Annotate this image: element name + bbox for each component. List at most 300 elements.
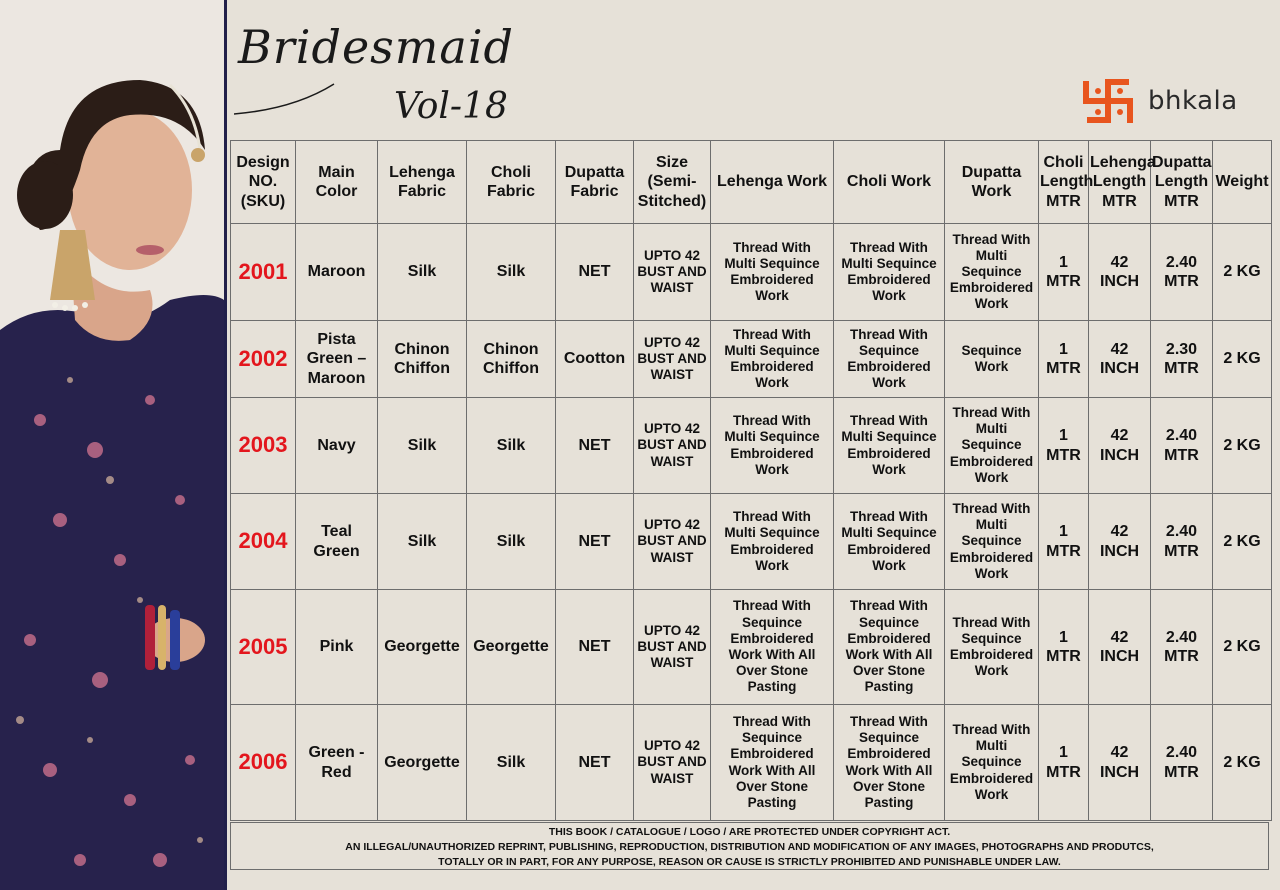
cell-dupatta-fabric (556, 705, 634, 821)
cell-dupatta-fabric (556, 590, 634, 705)
cell-choli-work-line: Thread With (850, 509, 928, 525)
cell-choli-length-line: 1 (1059, 744, 1068, 762)
cell-dupatta-fabric (556, 321, 634, 398)
cell-main-color-line: Maroon (307, 263, 366, 281)
header-line: Length (1154, 173, 1209, 191)
cell-size-line: WAIST (650, 367, 694, 383)
model-photo (0, 0, 227, 890)
header-dupatta-length (1151, 141, 1213, 224)
cell-choli-work-line: Multi Sequince (841, 255, 937, 271)
cell-dupatta-length (1151, 398, 1213, 494)
cell-main-color-line: Green – (306, 350, 367, 368)
cell-weight (1213, 705, 1272, 821)
cell-lehenga-work (711, 705, 834, 821)
cell-lehenga-work-line: Work With All (728, 762, 816, 778)
cell-choli-work (834, 398, 945, 494)
cell-choli-work-line: Embroidered (847, 272, 931, 287)
cell-lehenga-fabric-line: Chiffon (394, 360, 450, 377)
cell-lehenga-work-line: Multi Sequince (724, 255, 820, 271)
cell-choli-work (834, 494, 945, 590)
cell-lehenga-work-line: Thread With (733, 326, 811, 342)
cell-sku: 2005 (231, 590, 296, 705)
table-row (231, 224, 1272, 321)
header-line: MTR (1102, 192, 1137, 210)
title-line1: Bridesmaid (238, 20, 514, 74)
cell-lehenga-work-line: Work (755, 461, 789, 477)
cell-lehenga-fabric-line: Chinon (394, 340, 450, 358)
cell-dupatta-fabric-line: NET (578, 638, 611, 656)
header-line: Length (1040, 173, 1094, 191)
cell-choli-length-line: MTR (1046, 542, 1081, 560)
cell-weight (1213, 398, 1272, 494)
header-line: Fabric (570, 183, 619, 200)
header-dupatta-fabric (556, 141, 634, 224)
cell-lehenga-length (1089, 398, 1151, 494)
cell-choli-work-line: Thread With (850, 413, 928, 429)
cell-lehenga-work-line: Embroidered (730, 445, 814, 461)
cell-dupatta-fabric-line: Cootton (563, 350, 626, 368)
cell-choli-work-line: Thread With (850, 326, 928, 342)
cell-dupatta-fabric-line: NET (578, 436, 611, 454)
header-line: Lehenga (389, 163, 455, 181)
cell-dupatta-work-line: Work (974, 296, 1009, 312)
header-line: Lehenga Work (717, 173, 827, 191)
cell-lehenga-fabric (378, 494, 467, 590)
cell-choli-work-line: Embroidered (847, 445, 931, 461)
cell-size (634, 398, 711, 494)
cell-dupatta-length-line: 2.30 (1165, 340, 1198, 358)
cell-weight-line: 2 KG (1223, 350, 1261, 368)
cell-choli-fabric-line: Silk (496, 436, 526, 454)
cell-weight (1213, 494, 1272, 590)
cell-choli-work (834, 321, 945, 398)
cell-lehenga-work-line: Embroidered (730, 630, 814, 646)
cell-size-line: WAIST (650, 655, 694, 671)
cell-dupatta-work-line: Thread With (952, 614, 1031, 630)
cell-choli-length-line: 1 (1059, 628, 1068, 646)
cell-weight (1213, 224, 1272, 321)
cell-choli-fabric-line: Chinon (483, 340, 539, 358)
header-line: Dupatta (1152, 154, 1212, 172)
cell-dupatta-work-line: Multi (975, 517, 1008, 533)
copyright-line: TOTALLY OR IN PART, FOR ANY PURPOSE, REASON OR CAUSE IS STRICTLY PROHIBITED AND PUNISHABLE UNDER LAW. (438, 856, 1061, 868)
cell-lehenga-fabric-line: Silk (407, 436, 437, 454)
cell-size (634, 705, 711, 821)
cell-lehenga-work-line: Thread With (733, 598, 811, 614)
cell-choli-work-line: Embroidered (847, 746, 931, 762)
cell-dupatta-work-line: Sequince (961, 630, 1022, 646)
cell-dupatta-work-line: Thread With (952, 231, 1031, 247)
cell-lehenga-work (711, 590, 834, 705)
cell-choli-work-line: Work (872, 461, 906, 477)
cell-choli-work (834, 590, 945, 705)
cell-main-color (296, 321, 378, 398)
header-lehenga-length (1089, 141, 1156, 224)
cell-choli-work-line: Pasting (864, 679, 914, 695)
cell-choli-fabric (467, 398, 556, 494)
cell-dupatta-work-line: Embroidered (949, 549, 1034, 565)
cell-dupatta-fabric-line: NET (578, 532, 611, 550)
cell-choli-work (834, 224, 945, 321)
cell-dupatta-work-line: Work (974, 469, 1009, 485)
table-row (231, 321, 1272, 398)
header-line: Color (315, 183, 358, 200)
cell-lehenga-work-line: Pasting (747, 679, 797, 695)
header-line: Stitched) (637, 192, 707, 210)
copyright-notice (230, 822, 1269, 870)
cell-size-line: WAIST (650, 280, 694, 296)
cell-choli-work-line: Sequince (858, 342, 920, 358)
title-line2: Vol-18 (394, 86, 508, 127)
cell-sku: 2004 (231, 494, 296, 590)
cell-size-line: UPTO 42 (643, 334, 701, 350)
cell-lehenga-fabric-line: Georgette (384, 638, 460, 656)
cell-choli-length-line: MTR (1046, 648, 1081, 665)
cell-size-line: WAIST (650, 770, 694, 786)
cell-dupatta-work-line: Sequince (961, 533, 1022, 549)
cell-dupatta-work-line: Thread With (952, 501, 1031, 517)
cell-main-color-line: Maroon (307, 369, 366, 387)
header-line: Work (971, 183, 1012, 200)
cell-dupatta-length-line: MTR (1164, 273, 1199, 290)
cell-dupatta-work (945, 705, 1039, 821)
header-sku-line: Design (236, 154, 290, 172)
header-line: Fabric (486, 183, 535, 200)
brand-logo (1078, 76, 1274, 132)
table-body (231, 224, 1272, 821)
cell-dupatta-work-line: Sequince (961, 754, 1022, 770)
cell-choli-work-line: Multi Sequince (841, 429, 937, 445)
cell-dupatta-work-line: Sequince (961, 437, 1022, 453)
cell-lehenga-work (711, 321, 834, 398)
cell-lehenga-fabric-line: Silk (407, 532, 437, 550)
cell-dupatta-length (1151, 590, 1213, 705)
cell-choli-fabric-line: Silk (496, 263, 526, 281)
catalogue-title (234, 14, 514, 144)
cell-lehenga-fabric (378, 321, 467, 398)
cell-lehenga-length-line: INCH (1099, 542, 1140, 560)
header-choli-work (834, 141, 945, 224)
cell-lehenga-work-line: Sequince (741, 614, 803, 630)
cell-dupatta-work (945, 321, 1039, 398)
cell-size (634, 494, 711, 590)
cell-lehenga-work-line: Embroidered (730, 541, 814, 557)
cell-lehenga-work-line: Work (755, 557, 789, 573)
copyright-line: THIS BOOK / CATALOGUE / LOGO / ARE PROTECTED UNDER COPYRIGHT ACT. (548, 826, 951, 838)
cell-lehenga-length-line: 42 (1110, 628, 1129, 646)
cell-lehenga-length-line: INCH (1099, 360, 1140, 377)
header-sku (231, 141, 296, 224)
cell-lehenga-work-line: Thread With (733, 713, 811, 729)
cell-dupatta-length-line: MTR (1164, 542, 1199, 560)
header-line: Choli Work (846, 173, 932, 191)
cell-dupatta-work-line: Sequince (961, 342, 1022, 358)
header-weight (1213, 141, 1272, 224)
cell-lehenga-work-line: Over Stone (735, 663, 809, 679)
cell-lehenga-length-line: INCH (1099, 648, 1140, 665)
cell-dupatta-work-line: Multi (975, 247, 1008, 263)
cell-lehenga-work-line: Multi Sequince (724, 429, 820, 445)
cell-size (634, 321, 711, 398)
cell-choli-length-line: MTR (1046, 273, 1081, 290)
cell-dupatta-fabric-line: NET (578, 753, 611, 771)
cell-dupatta-work-line: Embroidered (949, 647, 1034, 662)
cell-dupatta-length (1151, 224, 1213, 321)
cell-main-color-line: Pista (317, 331, 356, 349)
model-illustration (0, 0, 224, 890)
cell-size-line: UPTO 42 (643, 421, 701, 437)
cell-lehenga-fabric-line: Silk (407, 263, 437, 281)
cell-choli-work-line: Over Stone (852, 663, 926, 679)
cell-lehenga-work-line: Thread With (733, 413, 811, 429)
cell-lehenga-length-line: INCH (1099, 446, 1140, 464)
cell-lehenga-length (1089, 590, 1151, 705)
table-row (231, 398, 1272, 494)
cell-dupatta-work (945, 398, 1039, 494)
header-line: Dupatta (564, 163, 625, 181)
cell-dupatta-work-line: Multi (975, 421, 1008, 437)
cell-choli-length-line: MTR (1046, 360, 1081, 377)
cell-lehenga-length (1089, 321, 1151, 398)
cell-weight (1213, 590, 1272, 705)
cell-main-color (296, 398, 378, 494)
header-lehenga-work (711, 141, 834, 224)
cell-dupatta-work-line: Work (974, 663, 1009, 679)
cell-size-line: UPTO 42 (643, 517, 701, 533)
cell-choli-length-line: MTR (1046, 446, 1081, 464)
logo-wordmark: bhkala (1148, 86, 1238, 116)
header-line: Lehenga (1090, 154, 1156, 172)
cell-dupatta-work (945, 494, 1039, 590)
cell-main-color-line: Green (313, 542, 360, 560)
cell-dupatta-work-line: Embroidered (949, 453, 1034, 469)
cell-dupatta-work-line: Sequince (961, 263, 1022, 279)
cell-main-color (296, 705, 378, 821)
cell-lehenga-work (711, 398, 834, 494)
cell-size (634, 590, 711, 705)
cell-lehenga-length-line: 42 (1110, 744, 1129, 762)
cell-size-line: BUST AND (637, 533, 707, 549)
cell-dupatta-length-line: 2.40 (1165, 253, 1198, 271)
cell-choli-length-line: 1 (1059, 253, 1068, 271)
cell-lehenga-length-line: INCH (1099, 273, 1140, 290)
cell-choli-work-line: Pasting (864, 794, 914, 810)
cell-lehenga-work-line: Multi Sequince (724, 525, 820, 541)
title-flourish (234, 14, 514, 144)
cell-choli-work-line: Work (872, 288, 906, 304)
table-row (231, 705, 1272, 821)
cell-weight-line: 2 KG (1223, 532, 1261, 550)
cell-dupatta-work-line: Embroidered (949, 770, 1034, 786)
header-line: Choli (1043, 154, 1084, 172)
cell-size-line: UPTO 42 (643, 247, 701, 263)
cell-sku: 2002 (231, 321, 296, 398)
cell-lehenga-work-line: Multi Sequince (724, 342, 820, 358)
cell-size-line: UPTO 42 (643, 622, 701, 638)
cell-lehenga-work-line: Work With All (728, 647, 816, 662)
cell-lehenga-work (711, 494, 834, 590)
header-line: MTR (1164, 192, 1199, 210)
cell-main-color-line: Pink (319, 638, 354, 656)
cell-dupatta-fabric-line: NET (578, 263, 611, 281)
cell-choli-fabric-line: Georgette (473, 638, 549, 656)
cell-choli-work-line: Embroidered (847, 359, 931, 374)
cell-size-line: BUST AND (637, 350, 707, 366)
cell-lehenga-length-line: 42 (1110, 427, 1129, 445)
header-line: Main (318, 163, 355, 181)
cell-choli-work-line: Over Stone (852, 778, 926, 794)
header-choli-fabric (467, 141, 556, 224)
cell-lehenga-length-line: 42 (1110, 523, 1129, 541)
header-size (634, 141, 711, 224)
cell-weight-line: 2 KG (1223, 753, 1261, 771)
cell-size-line: BUST AND (637, 754, 707, 770)
cell-lehenga-work-line: Embroidered (730, 746, 814, 762)
cell-choli-length-line: 1 (1059, 427, 1068, 445)
cell-choli-work-line: Thread With (850, 239, 928, 255)
cell-size-line: UPTO 42 (643, 738, 701, 754)
header-choli-length (1039, 141, 1094, 224)
header-line: Size (655, 154, 688, 172)
cell-sku: 2001 (231, 224, 296, 321)
cell-lehenga-work-line: Over Stone (735, 778, 809, 794)
cell-choli-fabric (467, 705, 556, 821)
cell-dupatta-work (945, 590, 1039, 705)
swastik-logo-icon (1078, 76, 1148, 132)
cell-dupatta-work-line: Multi (975, 738, 1008, 754)
cell-lehenga-length (1089, 494, 1151, 590)
cell-dupatta-work-line: Embroidered (949, 280, 1034, 296)
header-line: Choli (491, 163, 531, 181)
table-row (231, 494, 1272, 590)
cell-choli-work-line: Work With All (845, 762, 933, 778)
cell-dupatta-fabric (556, 224, 634, 321)
cell-dupatta-work (945, 224, 1039, 321)
cell-choli-work-line: Sequince (858, 614, 920, 630)
header-line: Dupatta (961, 163, 1022, 181)
cell-lehenga-work-line: Embroidered (730, 272, 814, 287)
header-sku-line: (SKU) (240, 192, 286, 210)
cell-weight-line: 2 KG (1223, 638, 1261, 656)
header-main-color (296, 141, 378, 224)
catalogue-table (230, 140, 1272, 821)
cell-lehenga-fabric-line: Georgette (384, 753, 460, 771)
cell-choli-length-line: 1 (1059, 523, 1068, 541)
cell-size (634, 224, 711, 321)
cell-dupatta-length-line: 2.40 (1165, 628, 1198, 646)
cell-lehenga-work-line: Embroidered (730, 359, 814, 374)
cell-choli-length-line: 1 (1059, 340, 1068, 358)
cell-dupatta-fabric (556, 494, 634, 590)
cell-choli-work (834, 705, 945, 821)
cell-dupatta-length-line: MTR (1164, 360, 1199, 377)
header-line: Weight (1215, 173, 1269, 191)
cell-main-color-line: Green - (308, 744, 365, 762)
cell-lehenga-fabric (378, 398, 467, 494)
cell-weight (1213, 321, 1272, 398)
cell-size-line: WAIST (650, 549, 694, 565)
cell-lehenga-fabric (378, 224, 467, 321)
cell-dupatta-length (1151, 705, 1213, 821)
cell-dupatta-length-line: MTR (1164, 446, 1199, 464)
cell-choli-work-line: Embroidered (847, 541, 931, 557)
cell-lehenga-length (1089, 224, 1151, 321)
cell-choli-fabric (467, 590, 556, 705)
cell-choli-fabric-line: Chiffon (483, 360, 539, 377)
cell-lehenga-work-line: Work (755, 375, 789, 391)
cell-choli-work-line: Thread With (850, 598, 928, 614)
header-line: MTR (1046, 192, 1081, 210)
cell-dupatta-work-line: Work (974, 786, 1009, 802)
cell-choli-length (1039, 224, 1089, 321)
cell-size-line: BUST AND (637, 437, 707, 453)
header-sku-line: NO. (248, 173, 278, 191)
cell-choli-length (1039, 590, 1089, 705)
cell-choli-work-line: Embroidered (847, 630, 931, 646)
cell-lehenga-length-line: 42 (1110, 253, 1129, 271)
cell-choli-work-line: Work (872, 557, 906, 573)
cell-size-line: BUST AND (637, 638, 707, 654)
cell-dupatta-length-line: 2.40 (1165, 744, 1198, 762)
cell-choli-work-line: Work (872, 375, 906, 391)
cell-main-color-line: Teal (321, 523, 352, 541)
header-dupatta-work (945, 141, 1039, 224)
cell-choli-work-line: Work With All (845, 647, 933, 662)
cell-main-color (296, 494, 378, 590)
cell-choli-length (1039, 494, 1089, 590)
cell-lehenga-work-line: Pasting (747, 794, 797, 810)
cell-choli-work-line: Thread With (850, 713, 928, 729)
cell-choli-fabric-line: Silk (496, 532, 526, 550)
cell-lehenga-work-line: Thread With (733, 239, 811, 255)
cell-lehenga-work-line: Work (755, 288, 789, 304)
cell-choli-work-line: Sequince (858, 730, 920, 746)
cell-dupatta-work-line: Thread With (952, 722, 1031, 738)
cell-dupatta-length (1151, 321, 1213, 398)
header-line: Fabric (397, 183, 446, 200)
cell-lehenga-length-line: 42 (1110, 340, 1129, 358)
cell-dupatta-work-line: Work (974, 565, 1009, 581)
cell-choli-length (1039, 321, 1089, 398)
cell-choli-length-line: MTR (1046, 763, 1081, 781)
header-line: (Semi- (647, 173, 697, 191)
cell-dupatta-fabric (556, 398, 634, 494)
cell-lehenga-work-line: Sequince (741, 730, 803, 746)
cell-main-color (296, 590, 378, 705)
cell-main-color (296, 224, 378, 321)
cell-dupatta-work-line: Thread With (952, 405, 1031, 421)
cell-choli-length (1039, 705, 1089, 821)
header-lehenga-fabric (378, 141, 467, 224)
cell-weight-line: 2 KG (1223, 436, 1261, 454)
cell-sku: 2006 (231, 705, 296, 821)
cell-choli-work-line: Multi Sequince (841, 525, 937, 541)
header-line: Length (1092, 173, 1147, 191)
cell-choli-fabric-line: Silk (496, 753, 526, 771)
cell-lehenga-fabric (378, 705, 467, 821)
cell-main-color-line: Navy (317, 436, 356, 454)
cell-sku: 2003 (231, 398, 296, 494)
cell-choli-fabric (467, 224, 556, 321)
cell-lehenga-work (711, 224, 834, 321)
cell-lehenga-length (1089, 705, 1151, 821)
cell-dupatta-work-line: Work (974, 359, 1009, 374)
cell-main-color-line: Red (321, 763, 352, 781)
table-header-row (231, 141, 1272, 224)
cell-lehenga-fabric (378, 590, 467, 705)
cell-choli-fabric (467, 494, 556, 590)
cell-dupatta-length-line: 2.40 (1165, 523, 1198, 541)
